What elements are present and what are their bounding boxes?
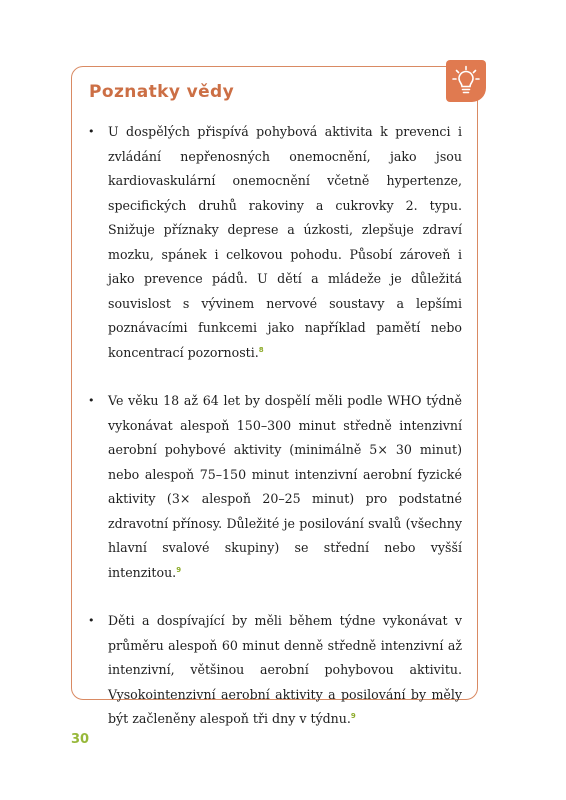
bullet: • (88, 394, 95, 407)
list-item (86, 389, 462, 585)
item-text: U dospělých přispívá pohybová aktivita k prevenci i zvládání nepřenosných onemocnění, jako jsou kardiovaskulární onemocnění včetně hypertenze, specifických druhů rakoviny a cukrovky 2. typu. Snižuje příznaky deprese a úzkosti, zlepšuje zdraví mozku, spánek i celkovou pohodu. Působí zároveň i jako prevence pádů. U dětí a mládeže je důležitá souvislost s vývinem nervové soustavy a lepšími poznávacími funkcemi jako například pamětí nebo koncentrací pozornosti. (108, 124, 462, 360)
bullet: • (88, 125, 95, 138)
reference-mark: 9 (350, 711, 356, 720)
list-item (86, 609, 462, 732)
lightbulb-icon (451, 65, 481, 97)
reference-mark: 8 (258, 345, 264, 354)
item-text: Děti a dospívající by měli během týdne vykonávat v průměru alespoň 60 minut denně středně intenzivní až intenzivní, většinou aerobní pohybovou aktivitu. Vysokointenzivní aerobní aktivity a posilování by měly být začleněny alespoň tři dny v týdnu. (108, 613, 462, 726)
lightbulb-badge (446, 60, 486, 102)
findings-list (86, 120, 462, 732)
reference-mark: 9 (176, 565, 182, 574)
item-text: Ve věku 18 až 64 let by dospělí měli podle WHO týdně vykonávat alespoň 150–300 minut středně intenzivní aerobní pohybové aktivity (minimálně 5× 30 minut) nebo alespoň 75–150 minut intenzivní aerobní fyzické aktivity (3× alespoň 20–25 minut) pro podstatné zdravotní přínosy. Důležité je posilování svalů (všechny hlavní svalové skupiny) se střední nebo vyšší intenzitou. (108, 393, 462, 580)
bullet: • (88, 614, 95, 627)
page-number: 30 (71, 732, 90, 747)
list-item (86, 120, 462, 365)
box-title: Poznatky vědy (89, 82, 235, 102)
